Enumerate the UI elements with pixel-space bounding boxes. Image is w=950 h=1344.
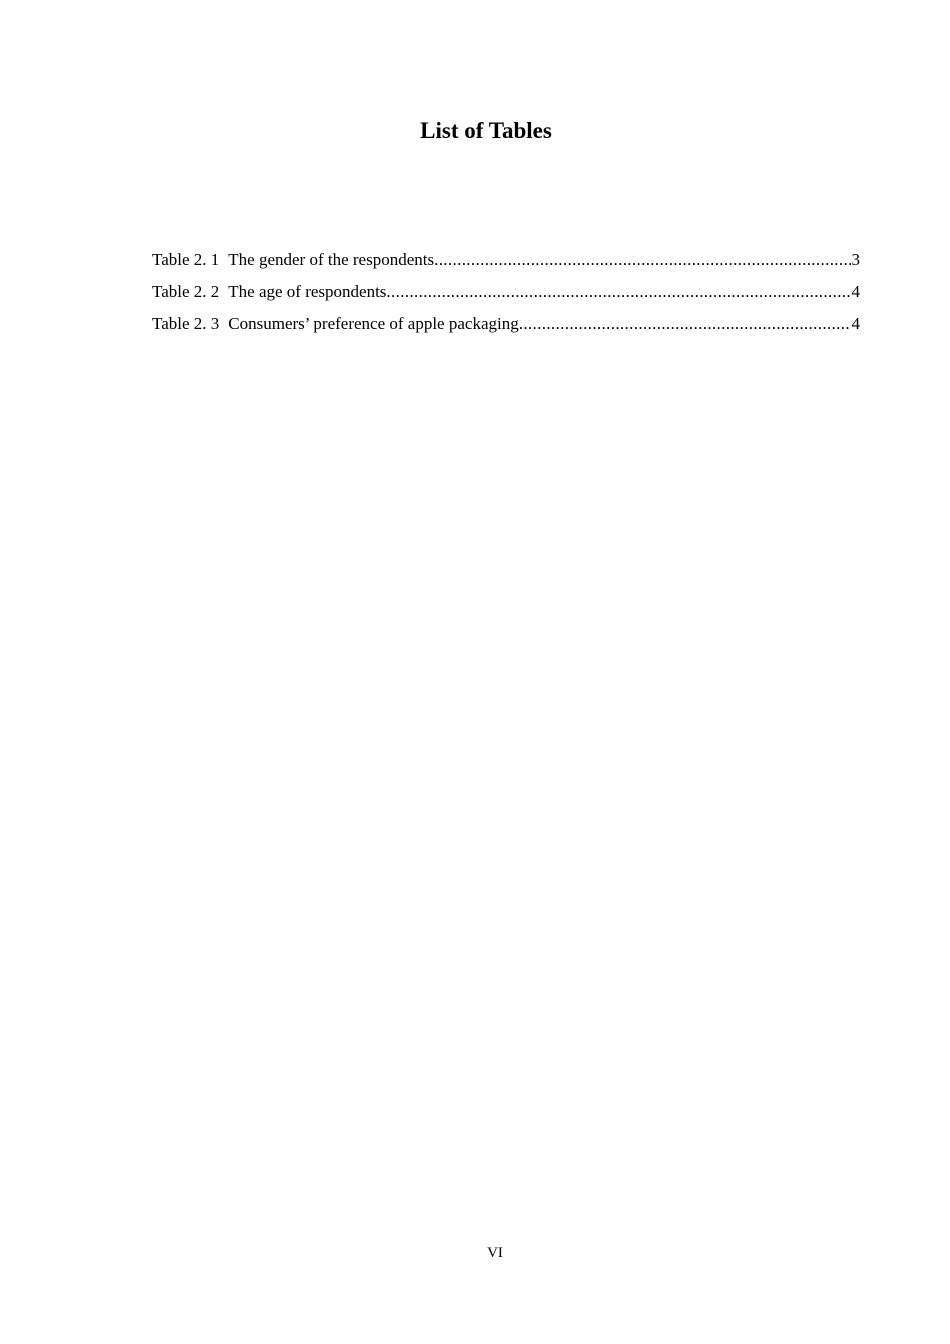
toc-entry-page: 4 [851,314,860,333]
toc-entry-page: 3 [851,250,860,269]
toc-entry-number: Table 2. 1 [152,250,220,269]
page-number: VI [487,1245,503,1261]
dot-leader [386,280,850,304]
toc-entry-text: The age of respondents [228,282,387,301]
list-of-tables [152,248,860,344]
toc-entry-number: Table 2. 2 [152,282,220,301]
dot-leader [519,312,851,336]
toc-entry-text: Consumers’ preference of apple packaging [228,314,519,333]
toc-entry-table-2-1[interactable] [152,248,860,280]
toc-entry-table-2-2[interactable] [152,280,860,312]
toc-entry-page: 4 [851,282,860,301]
toc-entry-number: Table 2. 3 [152,314,220,333]
toc-entry-text: The gender of the respondents [228,250,435,269]
toc-entry-table-2-3[interactable] [152,312,860,344]
dot-leader [434,248,850,272]
page-title: List of Tables [420,118,552,143]
